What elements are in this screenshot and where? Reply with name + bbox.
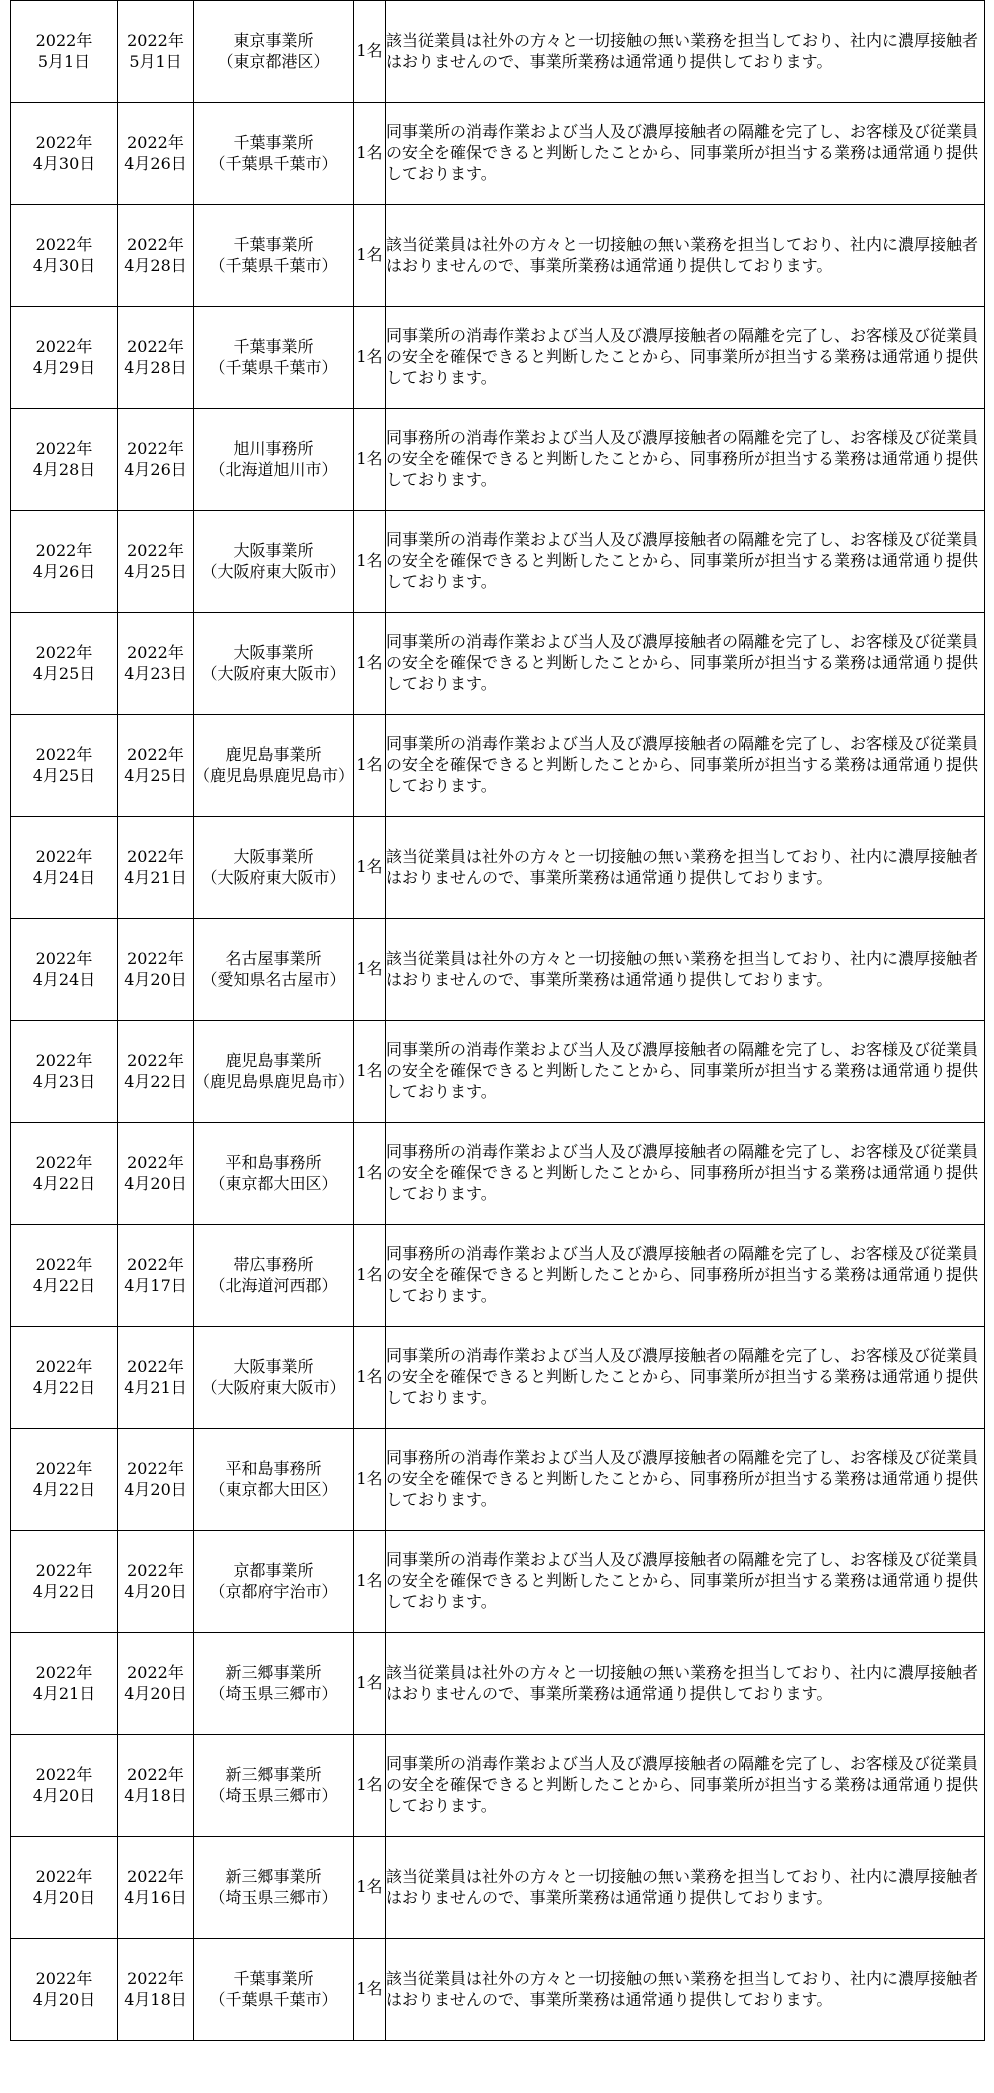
confirmed-day: 4月21日 [124, 1377, 187, 1397]
site-cell [194, 1123, 354, 1225]
count-cell: 1名 [354, 613, 386, 715]
announced-day: 4月20日 [32, 1887, 96, 1907]
count-cell: 1名 [354, 1225, 386, 1327]
table-row [11, 1327, 985, 1429]
confirmed-year: 2022年 [127, 1050, 184, 1070]
infection-report-table [10, 0, 985, 2041]
announced-date-cell [11, 1633, 118, 1735]
site-name: 名古屋事業所 [225, 948, 322, 968]
count-cell: 1名 [354, 715, 386, 817]
status-note-cell: 該当従業員は社外の方々と一切接触の無い業務を担当しており、社内に濃厚接触者はおりませんので、事業所業務は通常通り提供しております。 [386, 817, 985, 919]
site-name: 大阪事業所 [233, 1356, 314, 1376]
site-cell [194, 1837, 354, 1939]
site-location: （大阪府東大阪市） [201, 561, 346, 581]
announced-day: 4月20日 [32, 1989, 96, 2009]
confirmed-year: 2022年 [127, 1254, 184, 1274]
site-cell [194, 1939, 354, 2041]
confirmed-date-cell [118, 1021, 194, 1123]
count-cell: 1名 [354, 1021, 386, 1123]
confirmed-year: 2022年 [127, 948, 184, 968]
site-name: 鹿児島事業所 [225, 1050, 322, 1070]
announced-day: 4月22日 [32, 1275, 96, 1295]
confirmed-date-cell [118, 511, 194, 613]
status-note-cell: 同事業所の消毒作業および当人及び濃厚接触者の隔離を完了し、お客様及び従業員の安全を確保できると判断したことから、同事業所が担当する業務は通常通り提供しております。 [386, 1735, 985, 1837]
status-note-cell: 同事業所の消毒作業および当人及び濃厚接触者の隔離を完了し、お客様及び従業員の安全を確保できると判断したことから、同事業所が担当する業務は通常通り提供しております。 [386, 1327, 985, 1429]
table-row [11, 1021, 985, 1123]
site-location: （東京都大田区） [209, 1479, 338, 1499]
confirmed-date-cell [118, 103, 194, 205]
status-note-cell: 該当従業員は社外の方々と一切接触の無い業務を担当しており、社内に濃厚接触者はおりませんので、事業所業務は通常通り提供しております。 [386, 1939, 985, 2041]
site-location: （京都府宇治市） [209, 1581, 338, 1601]
table-row [11, 205, 985, 307]
announced-year: 2022年 [35, 336, 93, 356]
confirmed-day: 4月25日 [124, 561, 187, 581]
confirmed-year: 2022年 [127, 30, 184, 50]
confirmed-date-cell [118, 1327, 194, 1429]
site-name: 大阪事業所 [233, 642, 314, 662]
site-location: （千葉県千葉市） [209, 357, 338, 377]
confirmed-year: 2022年 [127, 642, 184, 662]
count-cell: 1名 [354, 1531, 386, 1633]
site-name: 千葉事業所 [233, 1968, 314, 1988]
table-row [11, 1531, 985, 1633]
announced-day: 4月28日 [32, 459, 96, 479]
confirmed-date-cell [118, 817, 194, 919]
confirmed-day: 5月1日 [129, 51, 182, 71]
announced-year: 2022年 [35, 948, 93, 968]
site-name: 京都事業所 [233, 1560, 314, 1580]
count-cell: 1名 [354, 307, 386, 409]
count-cell: 1名 [354, 1, 386, 103]
confirmed-year: 2022年 [127, 132, 184, 152]
announced-year: 2022年 [35, 1866, 93, 1886]
table-row [11, 1735, 985, 1837]
site-location: （千葉県千葉市） [209, 1989, 338, 2009]
site-cell [194, 1429, 354, 1531]
site-location: （埼玉県三郷市） [209, 1785, 338, 1805]
site-name: 千葉事業所 [233, 132, 314, 152]
count-cell: 1名 [354, 1939, 386, 2041]
announced-date-cell [11, 613, 118, 715]
confirmed-day: 4月17日 [124, 1275, 187, 1295]
confirmed-year: 2022年 [127, 438, 184, 458]
announced-year: 2022年 [35, 1356, 93, 1376]
announced-date-cell [11, 817, 118, 919]
table-row [11, 1837, 985, 1939]
announced-day: 4月22日 [32, 1377, 96, 1397]
confirmed-year: 2022年 [127, 1662, 184, 1682]
site-name: 大阪事業所 [233, 540, 314, 560]
announced-year: 2022年 [35, 1662, 93, 1682]
confirmed-day: 4月20日 [124, 1479, 187, 1499]
site-name: 新三郷事業所 [225, 1866, 322, 1886]
count-cell: 1名 [354, 1429, 386, 1531]
site-location: （大阪府東大阪市） [201, 867, 346, 887]
confirmed-day: 4月21日 [124, 867, 187, 887]
announced-date-cell [11, 1837, 118, 1939]
site-name: 平和島事務所 [225, 1458, 322, 1478]
announced-day: 4月20日 [32, 1785, 96, 1805]
confirmed-date-cell [118, 1531, 194, 1633]
announced-day: 4月30日 [32, 153, 96, 173]
announced-date-cell [11, 511, 118, 613]
site-cell [194, 409, 354, 511]
status-note-cell: 同事務所の消毒作業および当人及び濃厚接触者の隔離を完了し、お客様及び従業員の安全を確保できると判断したことから、同事務所が担当する業務は通常通り提供しております。 [386, 1429, 985, 1531]
site-location: （埼玉県三郷市） [209, 1683, 338, 1703]
confirmed-date-cell [118, 613, 194, 715]
confirmed-date-cell [118, 715, 194, 817]
count-cell: 1名 [354, 919, 386, 1021]
announced-date-cell [11, 1939, 118, 2041]
table-row [11, 715, 985, 817]
announced-year: 2022年 [35, 1152, 93, 1172]
announced-day: 4月26日 [32, 561, 96, 581]
announced-year: 2022年 [35, 642, 93, 662]
confirmed-day: 4月28日 [124, 357, 187, 377]
status-note-cell: 同事業所の消毒作業および当人及び濃厚接触者の隔離を完了し、お客様及び従業員の安全を確保できると判断したことから、同事業所が担当する業務は通常通り提供しております。 [386, 307, 985, 409]
site-name: 新三郷事業所 [225, 1764, 322, 1784]
table-row [11, 613, 985, 715]
confirmed-date-cell [118, 409, 194, 511]
count-cell: 1名 [354, 205, 386, 307]
status-note-cell: 同事業所の消毒作業および当人及び濃厚接触者の隔離を完了し、お客様及び従業員の安全を確保できると判断したことから、同事業所が担当する業務は通常通り提供しております。 [386, 103, 985, 205]
site-location: （埼玉県三郷市） [209, 1887, 338, 1907]
announced-year: 2022年 [35, 744, 93, 764]
status-note-cell: 該当従業員は社外の方々と一切接触の無い業務を担当しており、社内に濃厚接触者はおりませんので、事業所業務は通常通り提供しております。 [386, 205, 985, 307]
confirmed-date-cell [118, 1837, 194, 1939]
announced-day: 4月24日 [32, 867, 96, 887]
announced-day: 4月29日 [32, 357, 96, 377]
site-name: 旭川事務所 [233, 438, 314, 458]
announced-year: 2022年 [35, 1764, 93, 1784]
announced-date-cell [11, 1, 118, 103]
confirmed-year: 2022年 [127, 846, 184, 866]
announced-day: 4月22日 [32, 1479, 96, 1499]
confirmed-day: 4月26日 [124, 153, 187, 173]
site-name: 大阪事業所 [233, 846, 314, 866]
confirmed-year: 2022年 [127, 1458, 184, 1478]
site-location: （鹿児島県鹿児島市） [194, 765, 355, 785]
announced-year: 2022年 [35, 1050, 93, 1070]
announced-year: 2022年 [35, 132, 93, 152]
status-note-cell: 同事務所の消毒作業および当人及び濃厚接触者の隔離を完了し、お客様及び従業員の安全を確保できると判断したことから、同事務所が担当する業務は通常通り提供しております。 [386, 409, 985, 511]
site-location: （東京都港区） [217, 51, 330, 71]
confirmed-year: 2022年 [127, 1356, 184, 1376]
site-location: （愛知県名古屋市） [201, 969, 346, 989]
confirmed-day: 4月28日 [124, 255, 187, 275]
confirmed-year: 2022年 [127, 336, 184, 356]
site-cell [194, 817, 354, 919]
site-name: 帯広事務所 [233, 1254, 314, 1274]
confirmed-day: 4月23日 [124, 663, 187, 683]
announced-date-cell [11, 103, 118, 205]
confirmed-year: 2022年 [127, 540, 184, 560]
announced-year: 2022年 [35, 438, 93, 458]
site-cell [194, 103, 354, 205]
table-row [11, 307, 985, 409]
status-note-cell: 該当従業員は社外の方々と一切接触の無い業務を担当しており、社内に濃厚接触者はおりませんので、事業所業務は通常通り提供しております。 [386, 919, 985, 1021]
table-row [11, 511, 985, 613]
table-row [11, 1123, 985, 1225]
count-cell: 1名 [354, 1837, 386, 1939]
announced-year: 2022年 [35, 1968, 93, 1988]
announced-date-cell [11, 1225, 118, 1327]
announced-day: 4月21日 [32, 1683, 96, 1703]
confirmed-day: 4月20日 [124, 1683, 187, 1703]
announced-day: 4月22日 [32, 1173, 96, 1193]
confirmed-date-cell [118, 1735, 194, 1837]
site-cell [194, 613, 354, 715]
announced-day: 4月25日 [32, 765, 96, 785]
confirmed-day: 4月16日 [124, 1887, 187, 1907]
status-note-cell: 該当従業員は社外の方々と一切接触の無い業務を担当しており、社内に濃厚接触者はおりませんので、事業所業務は通常通り提供しております。 [386, 1, 985, 103]
site-name: 平和島事務所 [225, 1152, 322, 1172]
site-cell [194, 919, 354, 1021]
site-name: 新三郷事業所 [225, 1662, 322, 1682]
site-location: （千葉県千葉市） [209, 255, 338, 275]
announced-date-cell [11, 1531, 118, 1633]
table-row [11, 103, 985, 205]
table-row [11, 817, 985, 919]
status-note-cell: 同事務所の消毒作業および当人及び濃厚接触者の隔離を完了し、お客様及び従業員の安全を確保できると判断したことから、同事務所が担当する業務は通常通り提供しております。 [386, 1123, 985, 1225]
site-cell [194, 307, 354, 409]
confirmed-date-cell [118, 1633, 194, 1735]
count-cell: 1名 [354, 817, 386, 919]
announced-day: 4月24日 [32, 969, 96, 989]
site-cell [194, 1735, 354, 1837]
announced-date-cell [11, 307, 118, 409]
announced-day: 4月30日 [32, 255, 96, 275]
site-cell [194, 1531, 354, 1633]
confirmed-year: 2022年 [127, 1764, 184, 1784]
status-note-cell: 該当従業員は社外の方々と一切接触の無い業務を担当しており、社内に濃厚接触者はおりませんので、事業所業務は通常通り提供しております。 [386, 1633, 985, 1735]
site-cell [194, 1225, 354, 1327]
confirmed-year: 2022年 [127, 1866, 184, 1886]
confirmed-year: 2022年 [127, 234, 184, 254]
status-note-cell: 同事業所の消毒作業および当人及び濃厚接触者の隔離を完了し、お客様及び従業員の安全を確保できると判断したことから、同事業所が担当する業務は通常通り提供しております。 [386, 1021, 985, 1123]
site-location: （北海道旭川市） [209, 459, 338, 479]
site-cell [194, 715, 354, 817]
table-row [11, 1225, 985, 1327]
announced-year: 2022年 [35, 1560, 93, 1580]
table-row [11, 919, 985, 1021]
status-note-cell: 同事業所の消毒作業および当人及び濃厚接触者の隔離を完了し、お客様及び従業員の安全を確保できると判断したことから、同事業所が担当する業務は通常通り提供しております。 [386, 511, 985, 613]
site-cell [194, 1633, 354, 1735]
confirmed-day: 4月25日 [124, 765, 187, 785]
site-cell [194, 1327, 354, 1429]
announced-date-cell [11, 1327, 118, 1429]
announced-year: 2022年 [35, 234, 93, 254]
confirmed-date-cell [118, 1939, 194, 2041]
confirmed-day: 4月18日 [124, 1785, 187, 1805]
confirmed-date-cell [118, 1123, 194, 1225]
table-row [11, 1, 985, 103]
announced-year: 2022年 [35, 540, 93, 560]
confirmed-date-cell [118, 1429, 194, 1531]
site-location: （大阪府東大阪市） [201, 1377, 346, 1397]
site-cell [194, 1021, 354, 1123]
confirmed-day: 4月20日 [124, 1581, 187, 1601]
site-location: （東京都大田区） [209, 1173, 338, 1193]
confirmed-date-cell [118, 1225, 194, 1327]
site-name: 千葉事業所 [233, 234, 314, 254]
confirmed-year: 2022年 [127, 1968, 184, 1988]
confirmed-year: 2022年 [127, 1152, 184, 1172]
count-cell: 1名 [354, 511, 386, 613]
announced-date-cell [11, 1123, 118, 1225]
confirmed-date-cell [118, 1, 194, 103]
site-location: （北海道河西郡） [209, 1275, 338, 1295]
confirmed-day: 4月26日 [124, 459, 187, 479]
count-cell: 1名 [354, 1327, 386, 1429]
count-cell: 1名 [354, 1735, 386, 1837]
count-cell: 1名 [354, 1123, 386, 1225]
table-body [11, 1, 985, 2041]
site-cell [194, 1, 354, 103]
table-row [11, 1939, 985, 2041]
confirmed-year: 2022年 [127, 1560, 184, 1580]
status-note-cell: 同事務所の消毒作業および当人及び濃厚接触者の隔離を完了し、お客様及び従業員の安全を確保できると判断したことから、同事務所が担当する業務は通常通り提供しております。 [386, 1225, 985, 1327]
announced-year: 2022年 [35, 1254, 93, 1274]
status-note-cell: 同事業所の消毒作業および当人及び濃厚接触者の隔離を完了し、お客様及び従業員の安全を確保できると判断したことから、同事業所が担当する業務は通常通り提供しております。 [386, 1531, 985, 1633]
site-location: （鹿児島県鹿児島市） [194, 1071, 355, 1091]
table-row [11, 1633, 985, 1735]
announced-date-cell [11, 205, 118, 307]
announced-year: 2022年 [35, 846, 93, 866]
announced-date-cell [11, 1429, 118, 1531]
announced-date-cell [11, 1735, 118, 1837]
confirmed-date-cell [118, 307, 194, 409]
site-location: （大阪府東大阪市） [201, 663, 346, 683]
status-note-cell: 同事業所の消毒作業および当人及び濃厚接触者の隔離を完了し、お客様及び従業員の安全を確保できると判断したことから、同事業所が担当する業務は通常通り提供しております。 [386, 715, 985, 817]
announced-date-cell [11, 1021, 118, 1123]
announced-year: 2022年 [35, 1458, 93, 1478]
announced-date-cell [11, 715, 118, 817]
confirmed-day: 4月22日 [124, 1071, 187, 1091]
announced-day: 5月1日 [37, 51, 91, 71]
announced-date-cell [11, 409, 118, 511]
confirmed-year: 2022年 [127, 744, 184, 764]
status-note-cell: 同事業所の消毒作業および当人及び濃厚接触者の隔離を完了し、お客様及び従業員の安全を確保できると判断したことから、同事業所が担当する業務は通常通り提供しております。 [386, 613, 985, 715]
site-name: 東京事業所 [233, 30, 314, 50]
announced-date-cell [11, 919, 118, 1021]
confirmed-date-cell [118, 919, 194, 1021]
site-name: 鹿児島事業所 [225, 744, 322, 764]
count-cell: 1名 [354, 1633, 386, 1735]
confirmed-day: 4月20日 [124, 1173, 187, 1193]
status-note-cell: 該当従業員は社外の方々と一切接触の無い業務を担当しており、社内に濃厚接触者はおりませんので、事業所業務は通常通り提供しております。 [386, 1837, 985, 1939]
site-cell [194, 205, 354, 307]
count-cell: 1名 [354, 409, 386, 511]
site-name: 千葉事業所 [233, 336, 314, 356]
count-cell: 1名 [354, 103, 386, 205]
site-cell [194, 511, 354, 613]
announced-year: 2022年 [35, 30, 93, 50]
confirmed-date-cell [118, 205, 194, 307]
announced-day: 4月23日 [32, 1071, 96, 1091]
confirmed-day: 4月18日 [124, 1989, 187, 2009]
table-row [11, 409, 985, 511]
table-row [11, 1429, 985, 1531]
confirmed-day: 4月20日 [124, 969, 187, 989]
site-location: （千葉県千葉市） [209, 153, 338, 173]
announced-day: 4月22日 [32, 1581, 96, 1601]
announced-day: 4月25日 [32, 663, 96, 683]
